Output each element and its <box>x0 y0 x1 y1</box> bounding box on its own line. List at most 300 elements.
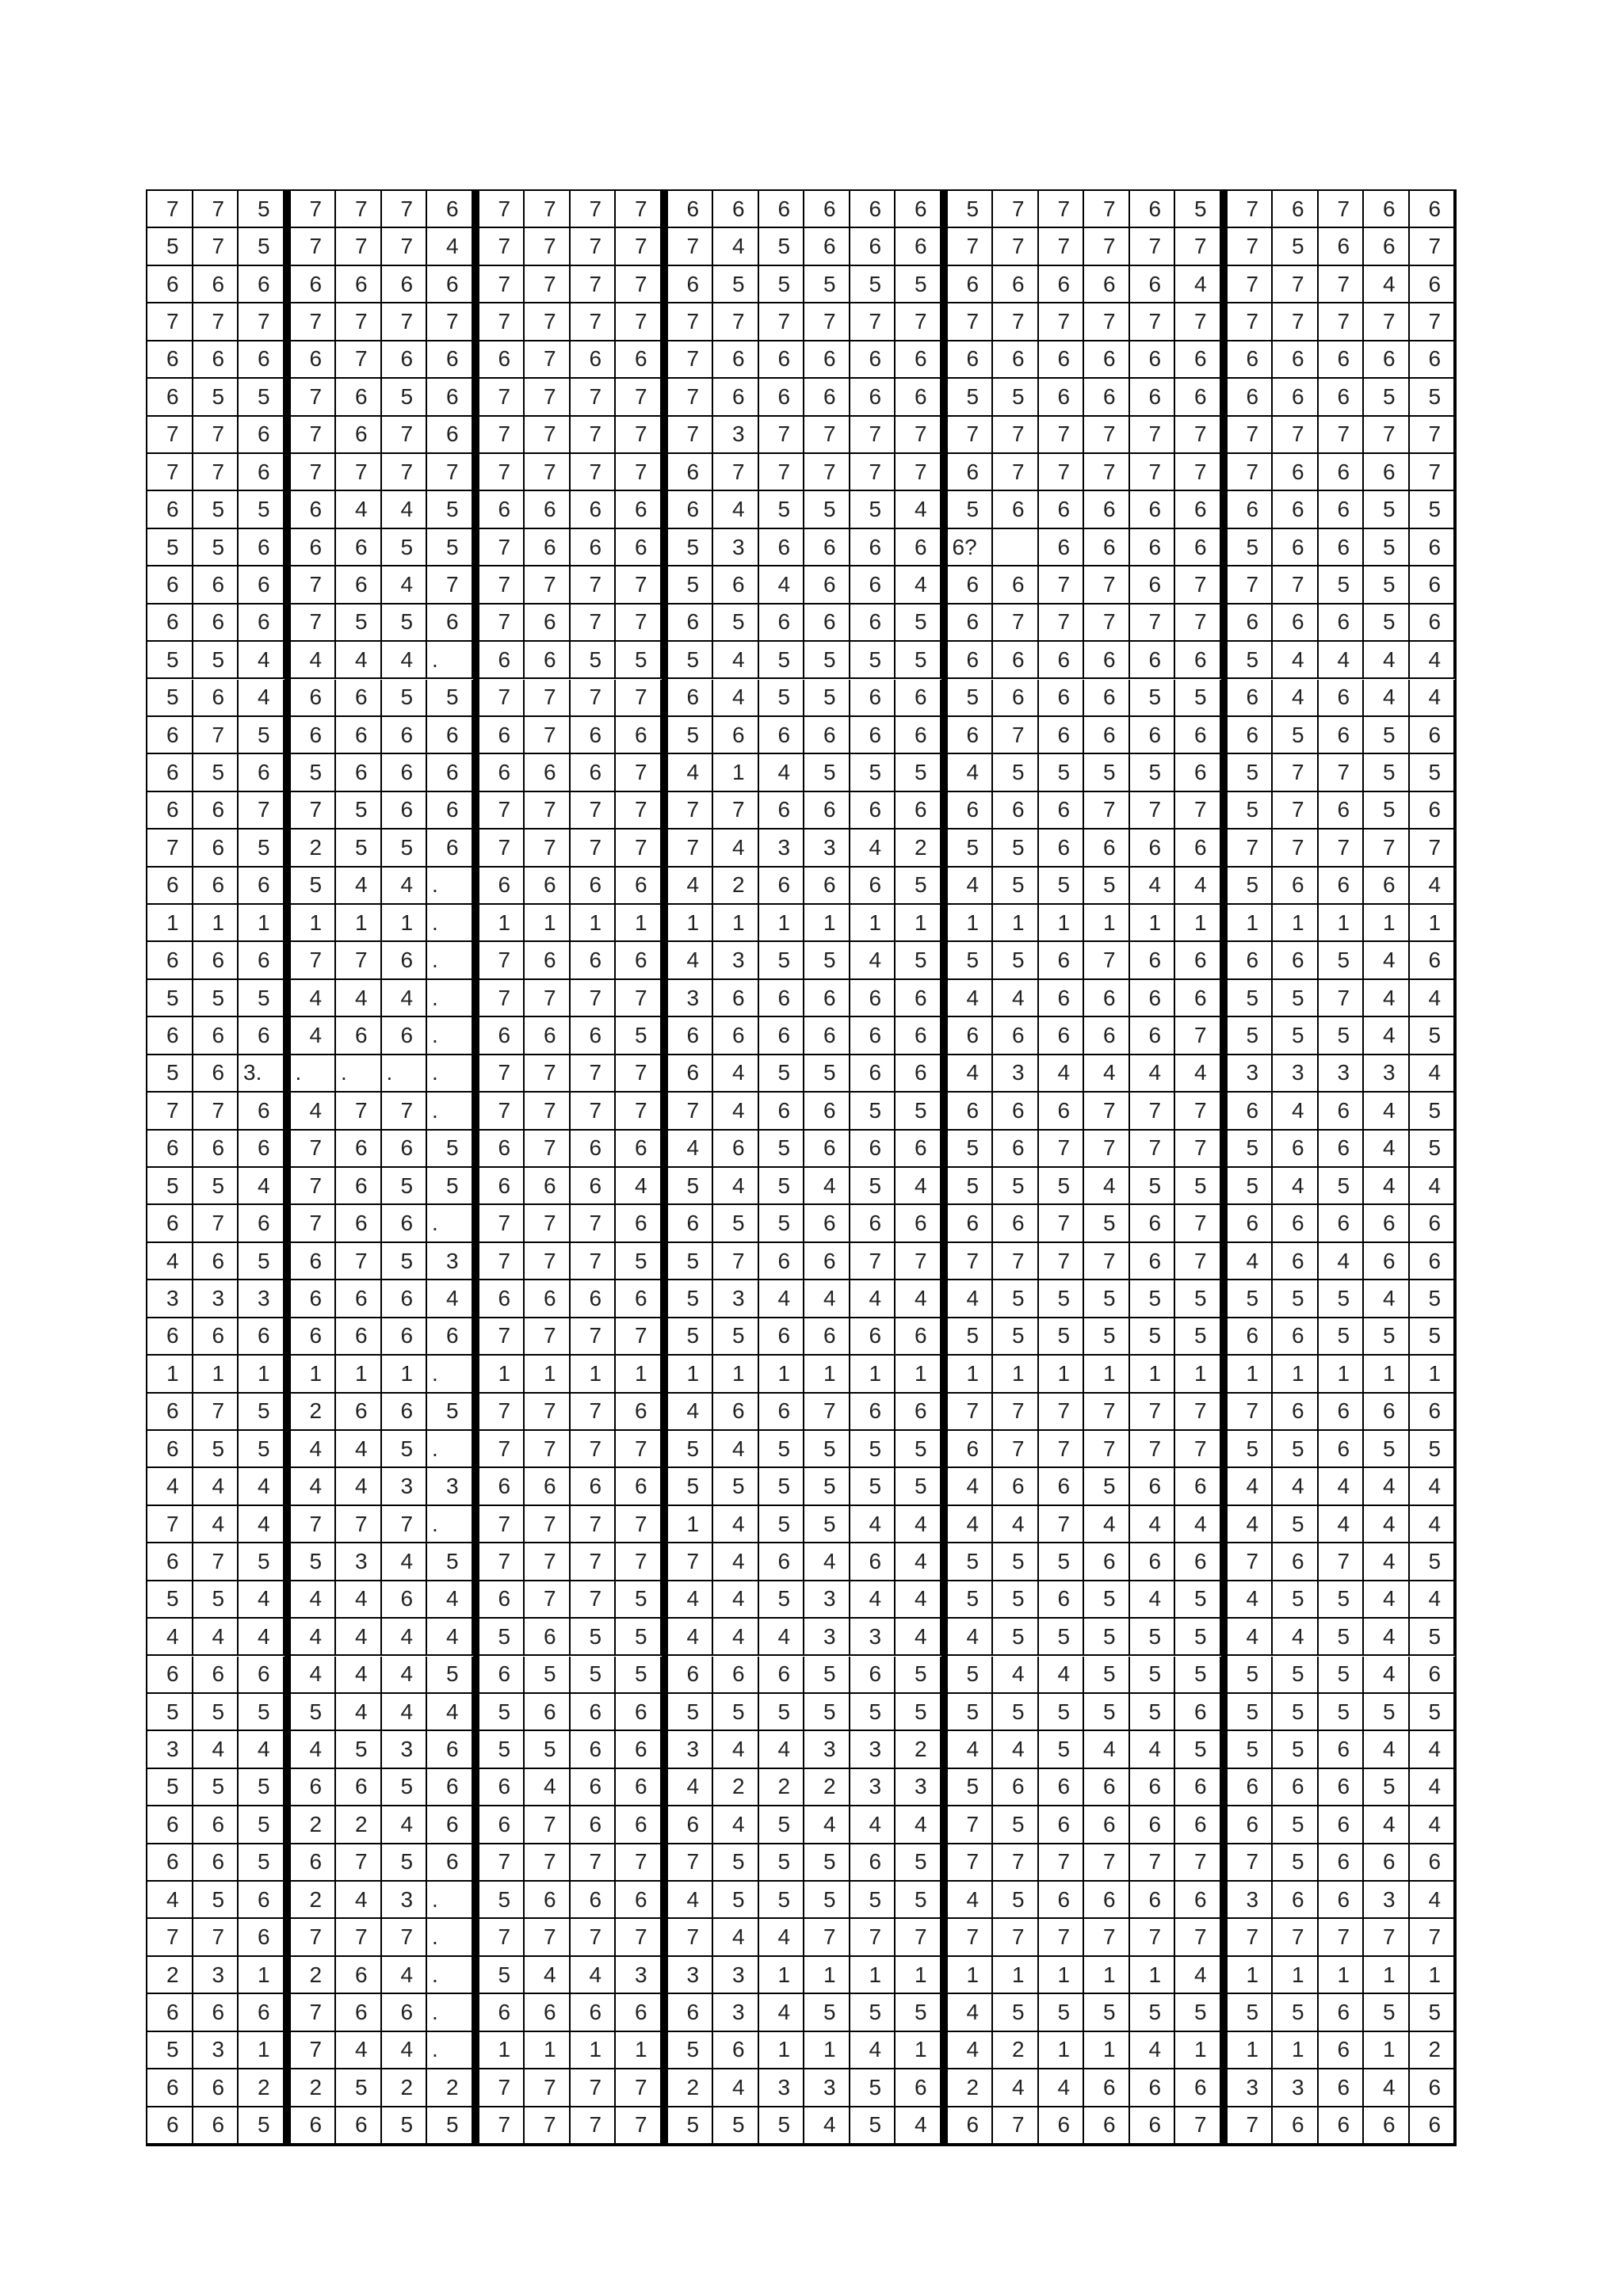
table-cell: 4 <box>525 1769 571 1806</box>
table-cell: 5 <box>1084 1581 1130 1619</box>
table-cell: 5 <box>896 605 941 642</box>
table-cell: 7 <box>525 1543 571 1581</box>
table-cell: 6 <box>147 379 193 416</box>
table-cell: 4 <box>850 1806 896 1844</box>
table-cell: 4 <box>1130 1055 1176 1093</box>
table-cell: 1 <box>804 1356 850 1393</box>
table-cell: 4 <box>1364 1543 1410 1581</box>
table-cell: 3 <box>382 1731 428 1768</box>
table-cell: 6 <box>713 717 759 754</box>
table-cell: 6 <box>1039 830 1085 867</box>
table-cell: 3 <box>147 1731 193 1768</box>
table-cell: 5 <box>1175 1168 1221 1205</box>
table-cell: 4 <box>993 1657 1039 1694</box>
table-cell: 7 <box>147 830 193 867</box>
table-cell: . <box>427 1882 473 1919</box>
table-cell: 3 <box>1273 1055 1319 1093</box>
table-cell: 6 <box>759 717 805 754</box>
table-cell: 7 <box>193 1093 239 1130</box>
table-cell: 7 <box>616 830 662 867</box>
table-cell: 7 <box>147 1093 193 1130</box>
table-cell: 5 <box>993 1694 1039 1731</box>
table-cell: 7 <box>525 792 571 830</box>
table-cell: 7 <box>1084 191 1130 228</box>
table-cell: 3 <box>759 2069 805 2107</box>
table-cell: 6 <box>1228 680 1274 717</box>
table-cell: 6 <box>1319 529 1365 566</box>
table-cell: 7 <box>616 792 662 830</box>
table-cell: 4 <box>193 1468 239 1505</box>
table-cell: 7 <box>525 2069 571 2107</box>
table-cell: 5 <box>1175 1657 1221 1694</box>
table-cell: 6 <box>336 1168 382 1205</box>
table-cell: 7 <box>993 454 1039 491</box>
table-cell: 4 <box>668 1131 714 1168</box>
table-cell: 7 <box>1175 1093 1221 1130</box>
table-cell: 1 <box>291 1356 337 1393</box>
table-cell: 7 <box>1319 266 1365 303</box>
table-cell: 6 <box>1319 717 1365 754</box>
table-cell: 7 <box>1039 417 1085 454</box>
table-cell: 7 <box>479 605 525 642</box>
table-cell: 6 <box>1084 1806 1130 1844</box>
table-cell: 7 <box>1319 830 1365 867</box>
table-cell: 5 <box>1364 754 1410 791</box>
table-cell: 3 <box>668 980 714 1017</box>
table-cell: 6 <box>1410 341 1456 379</box>
table-cell: 4 <box>1364 1093 1410 1130</box>
table-cell: 4 <box>948 980 994 1017</box>
table-cell: 5 <box>1273 1280 1319 1318</box>
table-cell: 6 <box>616 1882 662 1919</box>
table-cell: 4 <box>948 1055 994 1093</box>
table-cell: 6 <box>993 792 1039 830</box>
table-cell: 5 <box>1175 1619 1221 1656</box>
table-cell: 1 <box>1273 905 1319 942</box>
table-cell: 7 <box>525 228 571 265</box>
table-cell: 6 <box>525 1882 571 1919</box>
table-cell: 6 <box>1175 1543 1221 1581</box>
table-cell: 6 <box>571 1731 617 1768</box>
table-cell: 6 <box>850 1543 896 1581</box>
table-cell: 5 <box>1175 1581 1221 1619</box>
table-cell: 5 <box>382 529 428 566</box>
table-cell: 7 <box>193 191 239 228</box>
table-cell: 5 <box>713 1318 759 1356</box>
table-cell: 4 <box>1130 1506 1176 1543</box>
table-cell: 5 <box>1228 1694 1274 1731</box>
table-cell: 7 <box>525 566 571 604</box>
table-cell: 4 <box>804 1806 850 1844</box>
table-cell: 6 <box>571 491 617 528</box>
table-cell: 6 <box>427 1318 473 1356</box>
table-cell: 6 <box>239 1657 285 1694</box>
table-cell: 5 <box>525 1657 571 1694</box>
table-cell: 6 <box>713 191 759 228</box>
table-cell: 7 <box>1410 417 1456 454</box>
table-cell: 7 <box>759 417 805 454</box>
table-cell: 4 <box>759 754 805 791</box>
table-cell: 1 <box>291 905 337 942</box>
table-cell: 6 <box>1364 2107 1410 2145</box>
table-cell: 7 <box>616 1431 662 1468</box>
table-cell: 7 <box>1273 417 1319 454</box>
table-cell: 5 <box>1273 228 1319 265</box>
table-cell: 5 <box>382 1769 428 1806</box>
table-cell: 7 <box>1084 417 1130 454</box>
table-cell: 6 <box>1319 454 1365 491</box>
table-cell: 4 <box>948 1280 994 1318</box>
table-cell: . <box>427 1994 473 2031</box>
table-cell: 5 <box>1228 529 1274 566</box>
table-cell: 7 <box>291 1205 337 1242</box>
table-cell: 6 <box>1410 266 1456 303</box>
table-cell: 7 <box>291 792 337 830</box>
table-cell: 4 <box>336 1468 382 1505</box>
table-cell: 6 <box>1130 1769 1176 1806</box>
table-cell: 4 <box>668 1394 714 1431</box>
table-cell: 1 <box>1039 905 1085 942</box>
table-cell: 7 <box>479 1543 525 1581</box>
table-cell: 6 <box>382 717 428 754</box>
table-cell: 1 <box>1364 905 1410 942</box>
table-cell: 6 <box>427 341 473 379</box>
table-cell: 7 <box>668 792 714 830</box>
table-cell: 5 <box>896 266 941 303</box>
table-cell: 7 <box>896 303 941 341</box>
table-cell: 4 <box>291 1093 337 1130</box>
table-cell: 4 <box>382 566 428 604</box>
table-cell: 1 <box>804 905 850 942</box>
table-cell: 5 <box>668 2032 714 2069</box>
table-cell: 3 <box>1228 1055 1274 1093</box>
table-cell: 5 <box>668 1243 714 1280</box>
table-cell: 5 <box>1319 1619 1365 1656</box>
table-cell: 6 <box>1319 1093 1365 1130</box>
table-cell: 4 <box>713 1731 759 1768</box>
table-cell: 6 <box>427 417 473 454</box>
table-cell: 5 <box>1364 491 1410 528</box>
table-cell: 6 <box>1228 717 1274 754</box>
table-cell: 6 <box>1039 642 1085 679</box>
table-cell: 6 <box>993 566 1039 604</box>
table-cell: 5 <box>804 642 850 679</box>
table-cell: 7 <box>382 191 428 228</box>
table-cell: 1 <box>525 1356 571 1393</box>
table-cell: 5 <box>948 1131 994 1168</box>
table-cell: 7 <box>1175 1431 1221 1468</box>
table-cell: 5 <box>571 1657 617 1694</box>
table-cell: 6 <box>1084 379 1130 416</box>
table-cell: 6 <box>850 1205 896 1242</box>
table-cell: 6 <box>1273 868 1319 905</box>
table-cell: 6 <box>147 1017 193 1055</box>
table-cell: 4 <box>993 980 1039 1017</box>
table-cell: 5 <box>1364 1769 1410 1806</box>
table-cell: 6 <box>336 680 382 717</box>
table-cell: 6 <box>291 491 337 528</box>
table-cell: 5 <box>759 1581 805 1619</box>
table-cell: 6 <box>291 1280 337 1318</box>
table-cell: 1 <box>382 1356 428 1393</box>
table-cell: 6 <box>713 1657 759 1694</box>
table-cell: 3 <box>427 1243 473 1280</box>
table-cell: 4 <box>713 1806 759 1844</box>
table-cell: 5 <box>147 1168 193 1205</box>
table-cell: 6 <box>382 1205 428 1242</box>
table-cell: 5 <box>1228 868 1274 905</box>
table-cell: 5 <box>850 1882 896 1919</box>
table-cell: 6 <box>1319 1806 1365 1844</box>
table-cell: 6 <box>850 529 896 566</box>
table-cell: 5 <box>804 1844 850 1882</box>
table-cell: 6 <box>1410 2069 1456 2107</box>
table-cell: 4 <box>1273 1168 1319 1205</box>
table-cell: 6 <box>616 1769 662 1806</box>
table-cell: 6 <box>1130 1468 1176 1505</box>
table-cell: 7 <box>525 680 571 717</box>
table-cell: 7 <box>336 341 382 379</box>
table-cell: 4 <box>759 1280 805 1318</box>
table-cell: 6 <box>1130 266 1176 303</box>
table-cell: 5 <box>1084 1657 1130 1694</box>
table-cell: 7 <box>479 1506 525 1543</box>
table-cell: 6 <box>571 1994 617 2031</box>
table-cell: 4 <box>382 642 428 679</box>
table-cell: 6 <box>850 1844 896 1882</box>
table-cell: 5 <box>1410 491 1456 528</box>
table-cell: 6 <box>193 1657 239 1694</box>
table-cell: 5 <box>804 1468 850 1505</box>
table-cell: 7 <box>1039 1243 1085 1280</box>
table-cell: 5 <box>239 1806 285 1844</box>
table-cell: 7 <box>616 680 662 717</box>
table-cell: 4 <box>850 830 896 867</box>
table-cell: 4 <box>713 1919 759 1956</box>
table-cell: 6 <box>1319 1882 1365 1919</box>
table-cell: 6 <box>759 1243 805 1280</box>
table-cell: 7 <box>1084 1919 1130 1956</box>
table-cell: 4 <box>1273 1468 1319 1505</box>
table-cell: 5 <box>616 1581 662 1619</box>
table-cell: 6 <box>1175 2069 1221 2107</box>
table-cell: 1 <box>668 1506 714 1543</box>
table-cell: 6 <box>1364 868 1410 905</box>
table-cell: 5 <box>1319 1280 1365 1318</box>
table-cell: 5 <box>1084 1468 1130 1505</box>
table-cell: 7 <box>1410 454 1456 491</box>
table-cell: 3 <box>804 2069 850 2107</box>
table-cell: 2 <box>713 1769 759 1806</box>
table-cell: 6 <box>850 379 896 416</box>
table-cell: 6 <box>427 1844 473 1882</box>
group-separator <box>1221 191 1228 2145</box>
table-cell: 6 <box>948 1017 994 1055</box>
table-cell: 7 <box>993 605 1039 642</box>
table-cell: 7 <box>1364 830 1410 867</box>
table-cell: 6 <box>896 529 941 566</box>
table-cell: 6 <box>1084 642 1130 679</box>
table-cell: 6 <box>1273 1318 1319 1356</box>
table-cell: 4 <box>1273 642 1319 679</box>
table-cell: 4 <box>1364 680 1410 717</box>
table-cell: 3 <box>382 1468 428 1505</box>
table-cell: 6 <box>948 1431 994 1468</box>
table-cell: 4 <box>336 1581 382 1619</box>
table-cell: 5 <box>993 868 1039 905</box>
table-cell: 7 <box>1228 191 1274 228</box>
table-cell: 6 <box>896 191 941 228</box>
table-cell: 4 <box>1175 1506 1221 1543</box>
table-cell: 5 <box>993 379 1039 416</box>
table-cell: 4 <box>382 1694 428 1731</box>
table-cell: 5 <box>948 191 994 228</box>
table-cell: 7 <box>896 1243 941 1280</box>
table-cell: 1 <box>147 1356 193 1393</box>
table-cell: 6 <box>427 191 473 228</box>
table-cell: 5 <box>479 1619 525 1656</box>
table-cell: 2 <box>759 1769 805 1806</box>
table-cell: 5 <box>1273 1657 1319 1694</box>
table-cell: 3 <box>427 1468 473 1505</box>
table-cell: 5 <box>147 1769 193 1806</box>
table-cell: 6 <box>804 1131 850 1168</box>
table-cell: 5 <box>1273 1806 1319 1844</box>
table-cell: . <box>336 1055 382 1093</box>
table-cell: 5 <box>291 1694 337 1731</box>
table-cell: 6 <box>193 1055 239 1093</box>
table-cell: 7 <box>1228 454 1274 491</box>
table-cell: 4 <box>336 1431 382 1468</box>
table-cell: 6 <box>291 1243 337 1280</box>
table-cell: 3 <box>382 1882 428 1919</box>
table-cell: 6 <box>1039 942 1085 979</box>
table-cell: 7 <box>193 717 239 754</box>
table-cell: 5 <box>804 680 850 717</box>
table-cell: 5 <box>1228 1131 1274 1168</box>
table-cell: 6 <box>1039 266 1085 303</box>
table-cell: 6 <box>1410 605 1456 642</box>
table-cell: . <box>427 980 473 1017</box>
table-cell: 4 <box>804 1543 850 1581</box>
table-cell: 6 <box>1130 1806 1176 1844</box>
table-cell: 7 <box>571 191 617 228</box>
table-cell: 5 <box>896 1468 941 1505</box>
table-cell: 6 <box>759 379 805 416</box>
table-cell: 4 <box>193 1619 239 1656</box>
table-cell: 6 <box>571 1769 617 1806</box>
table-cell: 7 <box>1084 792 1130 830</box>
table-cell: 3 <box>1364 1055 1410 1093</box>
table-cell: 5 <box>1228 1017 1274 1055</box>
table-cell: 7 <box>1228 303 1274 341</box>
table-cell: 6 <box>1228 605 1274 642</box>
table-cell: 7 <box>993 228 1039 265</box>
table-cell: 6 <box>427 1806 473 1844</box>
table-cell: 5 <box>1228 642 1274 679</box>
table-cell: 5 <box>1364 717 1410 754</box>
table-cell: 4 <box>713 1093 759 1130</box>
table-cell: 6 <box>525 1468 571 1505</box>
table-cell: 6 <box>1364 1394 1410 1431</box>
table-cell: 5 <box>896 1657 941 1694</box>
table-cell: 7 <box>479 1394 525 1431</box>
table-cell: 1 <box>804 1957 850 1994</box>
table-cell: 6 <box>1130 1017 1176 1055</box>
table-cell: 7 <box>147 303 193 341</box>
table-cell: 6 <box>525 1017 571 1055</box>
table-cell: 1 <box>525 905 571 942</box>
table-cell: 4 <box>1273 680 1319 717</box>
table-cell: 2 <box>896 830 941 867</box>
table-cell: 3 <box>193 1957 239 1994</box>
table-cell: 4 <box>759 1919 805 1956</box>
table-cell: 7 <box>1039 228 1085 265</box>
table-cell: 7 <box>1084 1394 1130 1431</box>
table-cell: 6 <box>427 830 473 867</box>
table-cell: 5 <box>1273 1844 1319 1882</box>
table-cell: 4 <box>382 2032 428 2069</box>
table-cell: 6 <box>1273 529 1319 566</box>
table-cell: 6 <box>993 642 1039 679</box>
table-cell: 7 <box>1175 1017 1221 1055</box>
table-cell: 7 <box>1084 1431 1130 1468</box>
table-cell: 6 <box>1319 1769 1365 1806</box>
table-cell: 7 <box>571 1205 617 1242</box>
table-cell: 6 <box>1039 2107 1085 2145</box>
table-cell: 6 <box>147 717 193 754</box>
table-cell: 7 <box>804 303 850 341</box>
table-cell: 5 <box>1273 1694 1319 1731</box>
table-cell: 4 <box>1319 1468 1365 1505</box>
table-cell: 5 <box>239 1844 285 1882</box>
table-cell: 6 <box>1175 529 1221 566</box>
table-cell: 7 <box>1039 1919 1085 1956</box>
table-cell: 6 <box>239 868 285 905</box>
table-cell: 3 <box>850 1731 896 1768</box>
table-cell: 7 <box>1364 303 1410 341</box>
table-cell: 6 <box>850 191 896 228</box>
table-cell: 6 <box>1228 942 1274 979</box>
table-cell: . <box>427 1205 473 1242</box>
table-cell: 7 <box>759 454 805 491</box>
table-cell: 5 <box>193 1581 239 1619</box>
table-cell: 5 <box>993 1318 1039 1356</box>
table-cell: 6 <box>1410 1205 1456 1242</box>
table-cell: 6 <box>1228 379 1274 416</box>
table-cell: 7 <box>291 942 337 979</box>
table-cell: 7 <box>1039 1394 1085 1431</box>
table-cell: 5 <box>668 2107 714 2145</box>
table-cell: 7 <box>479 830 525 867</box>
table-cell: 2 <box>291 2069 337 2107</box>
table-cell: 5 <box>382 1243 428 1280</box>
table-cell: 7 <box>525 341 571 379</box>
table-cell: 6 <box>1273 1205 1319 1242</box>
table-cell: 3 <box>336 1543 382 1581</box>
table-cell: 6 <box>525 1280 571 1318</box>
table-cell: 2 <box>896 1731 941 1768</box>
table-cell: 7 <box>291 566 337 604</box>
table-cell: 3 <box>713 529 759 566</box>
table-cell: 7 <box>948 1243 994 1280</box>
table-cell: 6 <box>1273 1543 1319 1581</box>
table-cell: 6 <box>993 1093 1039 1130</box>
table-cell: 5 <box>668 1280 714 1318</box>
table-cell: 5 <box>1228 980 1274 1017</box>
table-cell: 6 <box>1319 605 1365 642</box>
table-cell: 6 <box>713 1131 759 1168</box>
